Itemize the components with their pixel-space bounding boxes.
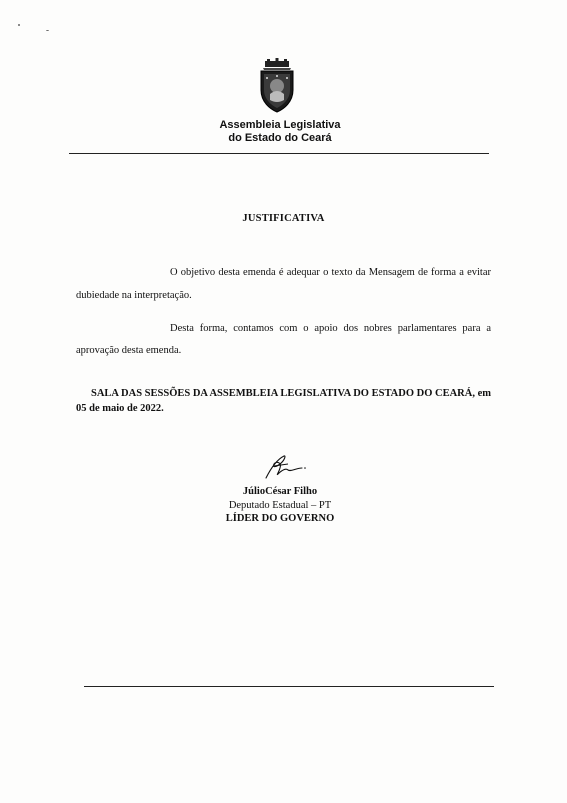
- paragraph-2-line-1: Desta forma, contamos com o apoio dos nobres parlamentares para a: [170, 323, 491, 334]
- signer-name: JúlioCésar Filho: [242, 486, 318, 497]
- footer-divider: [84, 686, 494, 687]
- scan-speck: [46, 30, 49, 31]
- section-heading: JUSTIFICATIVA: [242, 213, 325, 224]
- signer-role: Deputado Estadual – PT: [228, 500, 332, 511]
- session-date: 05 de maio de 2022.: [76, 403, 164, 414]
- scan-speck: [18, 24, 20, 26]
- institution-state: do Estado do Ceará: [228, 132, 332, 144]
- header-divider: [69, 153, 489, 154]
- institution-name: Assembleia Legislativa: [219, 119, 341, 131]
- paragraph-1-line-1: O objetivo desta emenda é adequar o texto da Mensagem de forma a evitar: [170, 267, 491, 278]
- session-place-line-1: SALA DAS SESSÕES DA ASSEMBLEIA LEGISLATIVA DO ESTADO DO CEARÁ, em: [91, 388, 491, 399]
- signer-title: LÍDER DO GOVERNO: [225, 513, 335, 524]
- handwritten-signature: [258, 452, 318, 482]
- paragraph-2-line-2: aprovação desta emenda.: [76, 345, 182, 356]
- state-coat-of-arms-icon: [257, 58, 297, 114]
- paragraph-1-line-2: dubiedade na interpretação.: [76, 290, 192, 301]
